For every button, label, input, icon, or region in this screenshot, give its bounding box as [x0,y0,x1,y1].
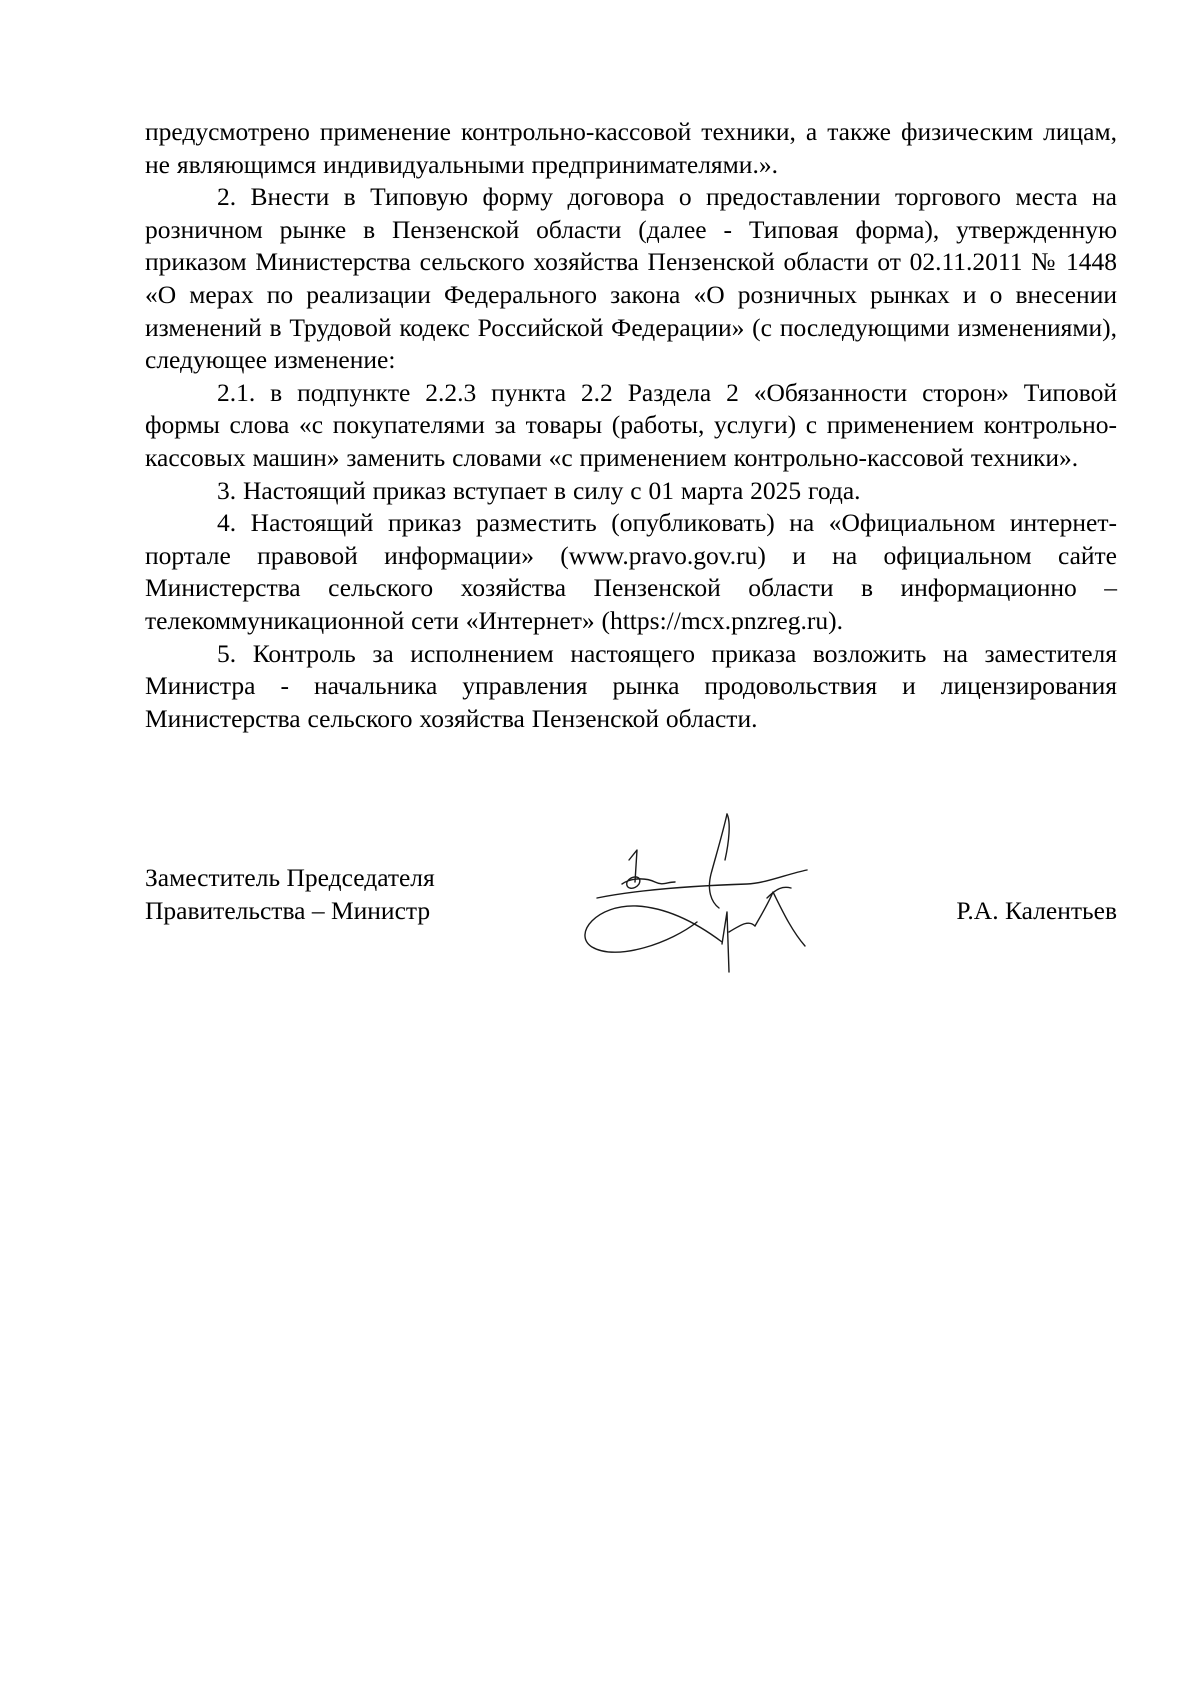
paragraph-item-2: 2. Внести в Типовую форму договора о предоставлении торгового места на розничном рынке в Пензенской области (далее - Типовая форма), утвержденную приказом Министерства сельского хозяйства Пензенской области от 02.11.2011 № 1448 «О мерах по реализации Федерального закона «О розничных рынках и о внесении изменений в Трудовой кодекс Российской Федерации» (с последующими изменениями), следующее изменение: [145,182,1117,375]
paragraph-item-4: 4. Настоящий приказ разместить (опубликовать) на «Официальном интернет-портале правовой информации» (www.pravo.gov.ru) и на официальном сайте Министерства сельского хозяйства Пензенской области в информационно – телекоммуникационной сети «Интернет» (https://mcx.pnzreg.ru). [145,508,1117,635]
paragraph-item-3: 3. Настоящий приказ вступает в силу с 01 марта 2025 года. [217,475,861,505]
signer-name: Р.А. Калентьев [956,895,1117,925]
paragraph-continuation: предусмотрено применение контрольно-кассовой техники, а также физическим лицам, не являющимся индивидуальными предпринимателями.». [145,117,1117,179]
signer-title-line-2: Правительства – Министр [145,895,431,925]
paragraph-item-2-1: 2.1. в подпункте 2.2.3 пункта 2.2 Раздела 2 «Обязанности сторон» Типовой формы слова «с покупателями за товары (работы, услуги) с применением контрольно-кассовых машин» заменить словами «с применением контрольно-кассовой техники». [145,377,1117,472]
signature-block [145,862,1117,1012]
signer-title-line-1: Заместитель Председателя [145,863,435,892]
handwritten-signature [577,812,837,982]
signer-title [145,862,435,927]
paragraph-item-5: 5. Контроль за исполнением настоящего приказа возложить на заместителя Министра - начальника управления рынка продовольствия и лицензирования Министерства сельского хозяйства Пензенской области. [145,638,1117,733]
document-body [145,116,1117,735]
